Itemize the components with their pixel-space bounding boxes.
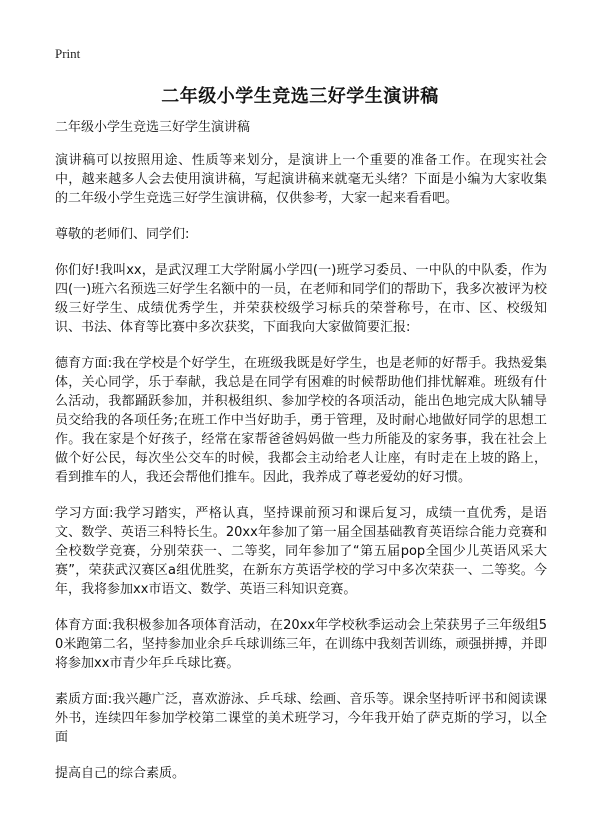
- salutation: 尊敬的老师们、同学们:: [55, 227, 190, 242]
- document-subtitle: 二年级小学生竞选三好学生演讲稿: [55, 120, 251, 135]
- study-paragraph: 学习方面:我学习踏实，严格认真，坚持课前预习和课后复习，成绩一直优秀，是语文、数学、英语三科特长生。20xx年参加了第一届全国基础教育英语综合能力竞赛和全校数学竞赛，分别荣获一、二等奖，同年参加了“第五届pop全国少儿英语风采大赛”，荣获武汉赛区a组优胜奖，在新东方英语学校的学习中多次荣获一、二等奖。今年，我将参加xx市语文、数学、英语三科知识竞赛。: [55, 506, 547, 597]
- self-introduction-paragraph: 你们好!我叫xx，是武汉理工大学附属小学四(一)班学习委员、一中队的中队委，作为四(一)班六名预选三好学生名额中的一员，在老师和同学们的帮助下，我多次被评为校级三好学生、成绩优秀学生，并荣获校级学习标兵的荣誉称号，在市、区、校级知识、书法、体育等比赛中多次获奖，下面我向大家做简要汇报:: [55, 263, 547, 335]
- moral-education-paragraph: 德育方面:我在学校是个好学生，在班级我既是好学生，也是老师的好帮手。我热爱集体，关心同学，乐于奉献，我总是在同学有困难的时候帮助他们排忧解难。班级有什么活动，我都踊跃参加，并积极组织、参加学校的各项活动，能出色地完成大队辅导员交给我的各项任务;在班工作中当好助手，勇于管理，及时耐心地做好同学的思想工作。我在家是个好孩子，经常在家帮爸爸妈妈做一些力所能及的家务事，我在社会上做个好公民，每次坐公交车的时候，我都会主动给老人让座，有时走在上坡的路上，看到推车的人，我还会帮他们推车。因此，我养成了尊老爱幼的好习惯。: [55, 356, 547, 485]
- document-body: [55, 118, 547, 800]
- sports-paragraph: 体育方面:我积极参加各项体育活动，在20xx年学校秋季运动会上荣获男子三年级组50米跑第二名，坚持参加业余乒乓球训练三年，在训练中我刻苦训练，顽强拼搏，并即将参加xx市青少年乒乓球比赛。: [55, 618, 547, 671]
- closing-paragraph: 提高自己的综合素质。: [55, 766, 186, 781]
- print-link[interactable]: Print: [55, 46, 81, 61]
- intro-paragraph: 演讲稿可以按照用途、性质等来划分，是演讲上一个重要的准备工作。在现实社会中，越来越多人会去使用演讲稿，写起演讲稿来就毫无头绪？下面是小编为大家收集的二年级小学生竞选三好学生演讲稿，仅供参考，大家一起来看看吧。: [55, 153, 547, 206]
- document-title: 二年级小学生竞选三好学生演讲稿: [161, 86, 439, 107]
- quality-paragraph: 素质方面:我兴趣广泛，喜欢游泳、乒乓球、绘画、音乐等。课余坚持听评书和阅读课外书，连续四年参加学校第二课堂的美术班学习，今年我开始了萨克斯的学习，以全面: [55, 692, 547, 745]
